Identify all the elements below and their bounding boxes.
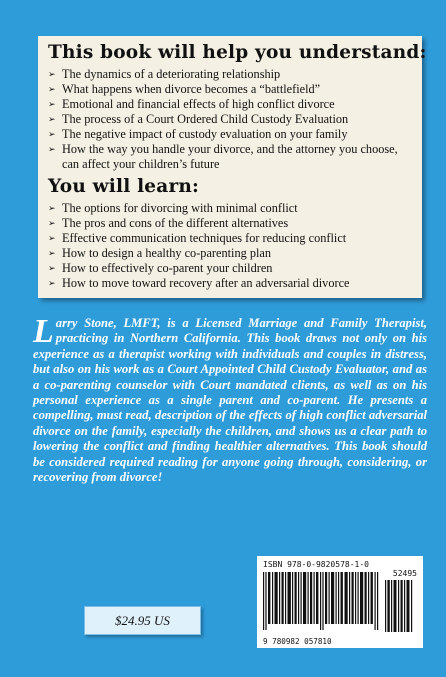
list-item [48, 216, 414, 231]
list-item-text: How to design a healthy co-parenting plan [62, 246, 271, 260]
understand-heading: This book will help you understand: [48, 42, 427, 63]
learn-list [48, 201, 414, 291]
list-item-text: How to effectively co-parent your children [62, 261, 273, 275]
arrow-bullet-icon: ➢ [48, 233, 56, 243]
arrow-bullet-icon: ➢ [48, 99, 56, 109]
arrow-bullet-icon: ➢ [48, 144, 56, 154]
list-item [48, 246, 414, 261]
feature-panel [38, 36, 427, 298]
addon-barcode-icon [385, 580, 415, 632]
list-item [48, 97, 414, 112]
arrow-bullet-icon: ➢ [48, 263, 56, 273]
list-item [48, 201, 414, 216]
list-item [48, 127, 414, 142]
isbn-number: ISBN 978-0-9820578-1-0 [263, 560, 369, 569]
list-item [48, 276, 414, 291]
learn-heading: You will learn: [48, 176, 200, 197]
list-item [48, 82, 414, 97]
arrow-bullet-icon: ➢ [48, 218, 56, 228]
list-item [48, 261, 414, 276]
list-item [48, 112, 414, 127]
list-item-text: How the way you handle your divorce, and the attorney you choose, can affect your children’s future [62, 142, 398, 171]
barcode-price-code: 52495 [392, 569, 417, 578]
isbn-barcode [257, 556, 423, 648]
understand-list [48, 67, 414, 172]
list-item [48, 67, 414, 82]
list-item-text: The options for divorcing with minimal conflict [62, 201, 298, 215]
barcode-icon [263, 572, 381, 630]
arrow-bullet-icon: ➢ [48, 129, 56, 139]
list-item-text: How to move toward recovery after an adversarial divorce [62, 276, 350, 290]
list-item-text: The pros and cons of the different alternatives [62, 216, 289, 230]
list-item-text: The process of a Court Ordered Child Custody Evaluation [62, 112, 349, 126]
arrow-bullet-icon: ➢ [48, 84, 56, 94]
price-label: $24.95 US [84, 606, 201, 635]
list-item-text: Effective communication techniques for reducing conflict [62, 231, 347, 245]
list-item [48, 142, 414, 172]
list-item-text: The negative impact of custody evaluation on your family [62, 127, 348, 141]
list-item-text: Emotional and financial effects of high conflict divorce [62, 97, 335, 111]
list-item-text: What happens when divorce becomes a “battlefield” [62, 82, 321, 96]
list-item-text: The dynamics of a deteriorating relationship [62, 67, 281, 81]
ean-digits: 9 780982 057810 [263, 637, 332, 646]
arrow-bullet-icon: ➢ [48, 114, 56, 124]
arrow-bullet-icon: ➢ [48, 69, 56, 79]
arrow-bullet-icon: ➢ [48, 248, 56, 258]
drop-cap: L [33, 313, 54, 350]
arrow-bullet-icon: ➢ [48, 278, 56, 288]
list-item [48, 231, 414, 246]
author-blurb [33, 313, 427, 485]
blurb-text: arry Stone, LMFT, is a Licensed Marriage and Family Therapist, practicing in Northern California. This book draws not only on his experience as a therapist working with individuals and couples in distress, but also on his work as a Court Appointed Child Custody Evaluator, and as a co-parenting counselor with Court mandated clients, as well as on his personal experience as a single parent and co-parent. He presents a compelling, must read, description of the effects of high conflict adversarial divorce on the family, especially the children, and shows us a clear path to lowering the conflict and finding healthier alternatives. This book should be considered required reading for anyone going through, considering, or recovering from divorce! [33, 316, 427, 485]
arrow-bullet-icon: ➢ [48, 203, 56, 213]
